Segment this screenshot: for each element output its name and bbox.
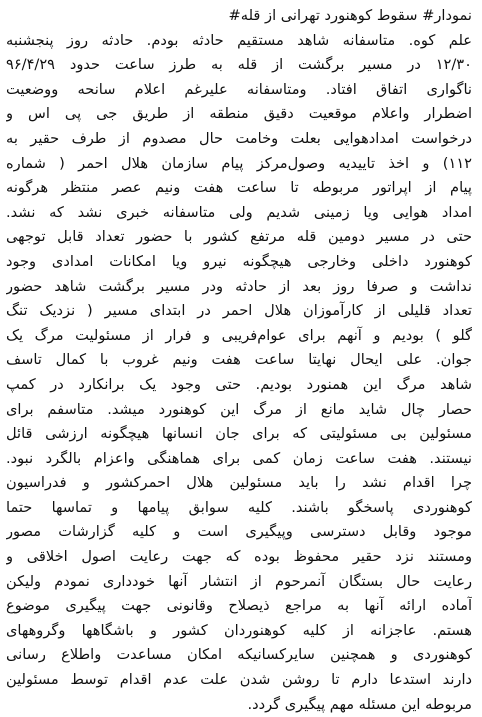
post-line: رعایت حال بستگان آنمرحوم از انتشار آنها خودداری نمودم ولیکن <box>6 572 472 590</box>
post-line: مسئولین بی مسئولیتی که برای جان انسانها هیچگونه ارزشی قائل <box>6 425 472 443</box>
post-line: آماده ارائه آنها به مراجع ذیصلاح وقانونی جهت پیگیری موضوع <box>6 597 472 615</box>
post-line: موجود وقابل دسترسی وپیگیری است و کلیه گزارشات مصور <box>6 523 472 541</box>
post-line: ناگواری اتفاق افتاد. ومتاسفانه علیرغم اعلام سانحه ووضعیت <box>6 80 472 98</box>
post-line: نیستند. هفت ساعت زمان کمی برای هماهنگی واعزام بالگرد نبود. <box>6 449 472 467</box>
post-line: علم کوه. متاسفانه شاهد مستقیم حادثه بودم. حادثه روز پنجشنبه <box>6 31 472 49</box>
post-line: گلو ) بودیم و آنهم برای عوام‌فریبی و فرار از مسئولیت مرگ یک <box>6 326 472 344</box>
post-line: درخواست امدادهوایی بعلت وخامت حال مصدوم از طرف حقیر به <box>6 129 472 147</box>
post-line: ومستند نزد حقیر محفوظ بوده که جهت رعایت اصول اخلاقی و <box>6 548 472 566</box>
post-line: حتی در مسیر دومین قله مرتفع کشور با حضور تعداد قابل توجهی <box>6 228 472 246</box>
post-line: نداشت و صرفا روز بعد از حادثه ودر مسیر برگشت شاهد حضور <box>6 277 472 295</box>
post-line: مربوطه این مسئله مهم پیگیری گردد. <box>247 695 472 713</box>
post-line: کوهنوردی پاسخگو باشند. کلیه سوابق پیامها و تماسها حتما <box>6 498 472 516</box>
post-line: ۱۱۲) و اخذ تاییدیه وصول‌مرکز پیام سازمان هلال احمر ( شماره <box>6 154 472 172</box>
post-line: حصار چال شاید مانع از مرگ این کوهنورد میشد. متاسفم برای <box>6 400 472 418</box>
post-line: اضطرار واعلام موقعیت دقیق منطقه از طریق جی پی اس و <box>6 105 472 123</box>
post-line: تعداد قلیلی از کارآموزان هلال احمر در ابتدای مسیر ( نزدیک تنگ <box>6 302 472 320</box>
post-line: امداد هوایی ویا زمینی شدیم ولی متاسفانه خبری نشد که نشد. <box>6 203 472 221</box>
post-line: دارند استدعا دارم تا روشن شدن علت عدم اقدام توسط مسئولین <box>6 671 472 689</box>
post-line: ۱۲/۳۰ در مسیر برگشت از قله به طرز ساعت حدود ۹۶/۴/۲۹ <box>6 56 472 74</box>
post-line: شاهد مرگ این همنورد بودیم. حتی وجود یک برانکارد در کمپ <box>6 375 472 393</box>
post-line: پیام از اپراتور مربوطه تا ساعت هفت ونیم عصر منتظر هرگونه <box>6 179 472 197</box>
post-line: کوهنورد داخلی وخارجی هیچگونه نیرو ویا امکانات امدادی وجود <box>6 252 472 270</box>
post-line: چرا اقدام نشد را باید مسئولین هلال احمرکشور و فدراسیون <box>6 474 472 492</box>
post-line: کوهنوردی و همچنین سایرکسانیکه امکان مساعدت واطلاع رسانی <box>6 646 472 664</box>
post-line: هستم. عاجزانه از کلیه کوهنوردان کشور و باشگاهها وگروههای <box>6 621 472 639</box>
post-line: نمودار# سقوط کوهنورد تهرانی از قله# <box>228 7 472 24</box>
post-line: جوان. علی ایحال نهایتا ساعت هفت ونیم غروب با کمال تاسف <box>6 351 472 369</box>
